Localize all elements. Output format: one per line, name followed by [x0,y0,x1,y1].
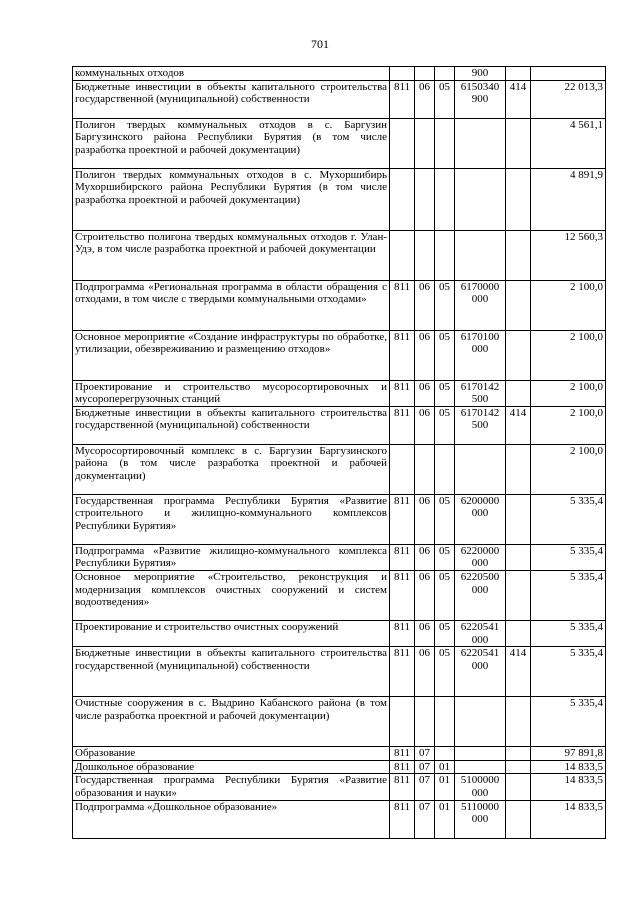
target-item-code: 5100000 000 [455,774,506,800]
section-code: 06 [415,380,435,406]
row-name: Государственная программа Республики Бурятия «Развитие образования и науки» [73,774,390,800]
ministry-code: 811 [390,380,415,406]
expense-type-code [506,118,531,168]
table-row [73,330,606,380]
table-row [73,380,606,406]
table-row [73,697,606,747]
amount: 97 891,8 [531,747,606,761]
subsection-code: 05 [435,620,455,646]
amount: 2 100,0 [531,406,606,444]
expense-type-code [506,280,531,330]
section-code: 06 [415,80,435,118]
target-item-code: 6170142 500 [455,406,506,444]
row-name: Строительство полигона твердых коммунальных отходов г. Улан-Удэ, в том числе разработка проектной и рабочей документации [73,230,390,280]
section-code: 06 [415,570,435,620]
amount: 5 335,4 [531,620,606,646]
expense-type-code [506,494,531,544]
expense-type-code [506,230,531,280]
table-row [73,280,606,330]
table-row [73,168,606,230]
ministry-code: 811 [390,747,415,761]
ministry-code: 811 [390,800,415,838]
target-item-code: 6220541 000 [455,647,506,697]
section-code: 07 [415,800,435,838]
amount: 5 335,4 [531,494,606,544]
expense-type-code [506,67,531,81]
section-code: 06 [415,330,435,380]
subsection-code: 05 [435,494,455,544]
section-code: 06 [415,620,435,646]
expense-type-code [506,747,531,761]
table-row [73,800,606,838]
subsection-code: 05 [435,406,455,444]
amount: 4 561,1 [531,118,606,168]
subsection-code: 05 [435,570,455,620]
table-row [73,747,606,761]
amount: 5 335,4 [531,544,606,570]
table-row [73,406,606,444]
expense-type-code [506,800,531,838]
table-row [73,570,606,620]
expense-type-code [506,697,531,747]
target-item-code [455,747,506,761]
section-code: 06 [415,544,435,570]
row-name: Государственная программа Республики Бурятия «Развитие строительного и жилищно-коммунального комплексов Республики Бурятия» [73,494,390,544]
section-code [415,230,435,280]
subsection-code: 01 [435,800,455,838]
target-item-code: 900 [455,67,506,81]
ministry-code: 811 [390,330,415,380]
expense-type-code [506,444,531,494]
ministry-code: 811 [390,647,415,697]
ministry-code: 811 [390,494,415,544]
subsection-code [435,230,455,280]
expense-type-code [506,620,531,646]
table-row [73,80,606,118]
amount: 2 100,0 [531,444,606,494]
subsection-code: 05 [435,647,455,697]
amount: 14 833,5 [531,800,606,838]
target-item-code: 6200000 000 [455,494,506,544]
row-name: Подпрограмма «Региональная программа в области обращения с отходами, в том числе с твердыми коммунальными отходами» [73,280,390,330]
section-code [415,118,435,168]
amount: 5 335,4 [531,570,606,620]
table-row [73,494,606,544]
subsection-code: 05 [435,330,455,380]
expense-type-code [506,544,531,570]
section-code: 06 [415,406,435,444]
row-name: Основное мероприятие «Строительство, реконструкция и модернизация комплексов очистных сооружений и систем водоотведения» [73,570,390,620]
budget-table [72,66,606,839]
subsection-code [435,118,455,168]
row-name: Бюджетные инвестиции в объекты капитального строительства государственной (муниципальной) собственности [73,80,390,118]
table-row [73,444,606,494]
expense-type-code [506,168,531,230]
target-item-code: 6150340 900 [455,80,506,118]
target-item-code: 6220541 000 [455,620,506,646]
target-item-code [455,118,506,168]
amount: 14 833,5 [531,774,606,800]
ministry-code: 811 [390,620,415,646]
subsection-code: 01 [435,774,455,800]
target-item-code: 6170000 000 [455,280,506,330]
table-row [73,647,606,697]
target-item-code: 6170100 000 [455,330,506,380]
table-row [73,774,606,800]
ministry-code: 811 [390,570,415,620]
ministry-code: 811 [390,760,415,774]
amount: 5 335,4 [531,647,606,697]
target-item-code: 5110000 000 [455,800,506,838]
section-code [415,697,435,747]
amount: 2 100,0 [531,280,606,330]
ministry-code: 811 [390,544,415,570]
ministry-code: 811 [390,280,415,330]
section-code: 06 [415,280,435,330]
section-code [415,444,435,494]
expense-type-code [506,570,531,620]
row-name: Подпрограмма «Дошкольное образование» [73,800,390,838]
section-code [415,67,435,81]
expense-type-code: 414 [506,647,531,697]
amount: 2 100,0 [531,380,606,406]
amount: 4 891,9 [531,168,606,230]
row-name: Бюджетные инвестиции в объекты капитального строительства государственной (муниципальной) собственности [73,647,390,697]
table-row [73,544,606,570]
target-item-code [455,444,506,494]
expense-type-code [506,380,531,406]
row-name: Проектирование и строительство мусоросортировочных и мусороперегрузочных станций [73,380,390,406]
target-item-code [455,168,506,230]
table-row [73,760,606,774]
section-code [415,168,435,230]
ministry-code [390,118,415,168]
ministry-code: 811 [390,774,415,800]
target-item-code [455,230,506,280]
subsection-code: 01 [435,760,455,774]
subsection-code: 05 [435,280,455,330]
subsection-code: 05 [435,80,455,118]
table-row [73,67,606,81]
row-name: Образование [73,747,390,761]
subsection-code [435,697,455,747]
table-row [73,230,606,280]
ministry-code: 811 [390,80,415,118]
subsection-code [435,747,455,761]
row-name: Подпрограмма «Развитие жилищно-коммунального комплекса Республики Бурятия» [73,544,390,570]
amount: 14 833,5 [531,760,606,774]
amount: 12 560,3 [531,230,606,280]
section-code: 07 [415,760,435,774]
section-code: 07 [415,774,435,800]
target-item-code: 6170142 500 [455,380,506,406]
ministry-code [390,230,415,280]
expense-type-code: 414 [506,406,531,444]
target-item-code: 6220000 000 [455,544,506,570]
subsection-code [435,67,455,81]
ministry-code [390,444,415,494]
row-name: Дошкольное образование [73,760,390,774]
target-item-code: 6220500 000 [455,570,506,620]
ministry-code [390,697,415,747]
ministry-code [390,168,415,230]
section-code: 06 [415,647,435,697]
row-name: Бюджетные инвестиции в объекты капитального строительства государственной (муниципальной) собственности [73,406,390,444]
ministry-code [390,67,415,81]
subsection-code [435,444,455,494]
row-name: Основное мероприятие «Создание инфраструктуры по обработке, утилизации, обезвреживанию и размещению отходов» [73,330,390,380]
subsection-code: 05 [435,544,455,570]
budget-table-body [73,67,606,839]
target-item-code [455,760,506,774]
row-name: Очистные сооружения в с. Выдрино Кабанского района (в том числе разработка проектной и рабочей документации) [73,697,390,747]
row-name: Полигон твердых коммунальных отходов в с. Мухоршибирь Мухоршибирского района Республики Бурятия (в том числе разработка проектной и рабочей документации) [73,168,390,230]
ministry-code: 811 [390,406,415,444]
expense-type-code [506,330,531,380]
page-number: 701 [311,37,329,51]
subsection-code [435,168,455,230]
table-row [73,620,606,646]
section-code: 06 [415,494,435,544]
section-code: 07 [415,747,435,761]
expense-type-code [506,774,531,800]
target-item-code [455,697,506,747]
expense-type-code [506,760,531,774]
table-row [73,118,606,168]
subsection-code: 05 [435,380,455,406]
row-name: Полигон твердых коммунальных отходов в с. Баргузин Баргузинского района Республики Бурятия (в том числе разработка проектной и рабочей документации) [73,118,390,168]
expense-type-code: 414 [506,80,531,118]
amount: 22 013,3 [531,80,606,118]
row-name: Проектирование и строительство очистных сооружений [73,620,390,646]
amount [531,67,606,81]
amount: 2 100,0 [531,330,606,380]
row-name: коммунальных отходов [73,67,390,81]
amount: 5 335,4 [531,697,606,747]
row-name: Мусоросортировочный комплекс в с. Баргузин Баргузинского района (в том числе разработка проектной и рабочей документации) [73,444,390,494]
